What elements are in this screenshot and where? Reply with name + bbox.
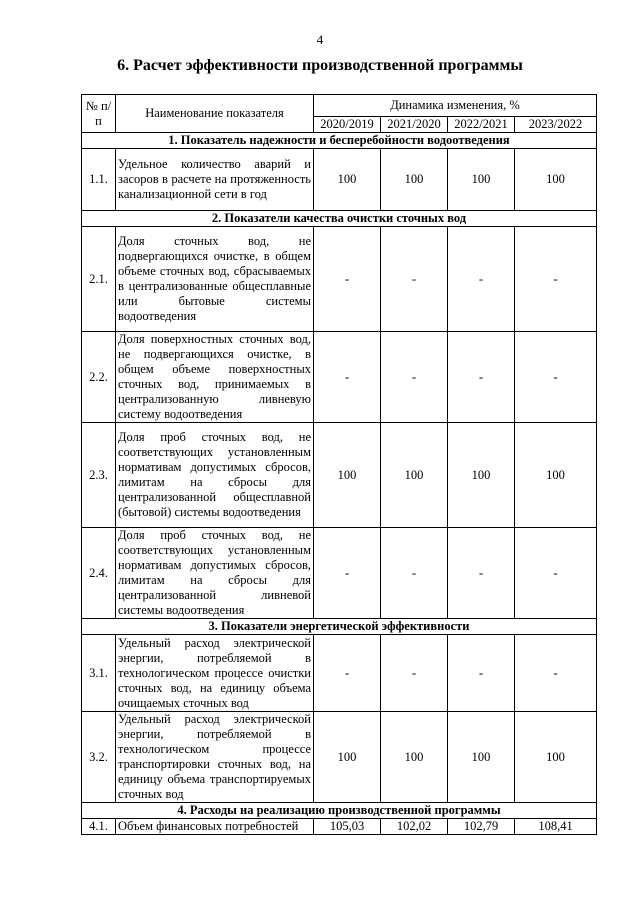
row-num: 2.2.	[82, 332, 116, 423]
header-name: Наименование показателя	[116, 95, 314, 133]
row-value: 102,02	[381, 819, 448, 835]
row-value: 100	[314, 149, 381, 211]
row-num: 2.3.	[82, 423, 116, 528]
row-num: 2.4.	[82, 528, 116, 619]
row-value: -	[515, 635, 597, 712]
table-row	[82, 635, 597, 712]
row-value: -	[515, 528, 597, 619]
table-row	[82, 528, 597, 619]
page-number: 4	[316, 32, 324, 47]
row-name: Удельный расход электрической энергии, потребляемой в технологическом процессе транспортировки сточных вод, на единицу объема транспортируемых сточных вод	[116, 712, 314, 803]
row-value: 100	[448, 712, 515, 803]
section-title: 1. Показатель надежности и бесперебойности водоотведения	[82, 133, 597, 149]
row-num: 1.1.	[82, 149, 116, 211]
row-value: 108,41	[515, 819, 597, 835]
section-title: 2. Показатели качества очистки сточных вод	[82, 211, 597, 227]
row-value: 100	[515, 423, 597, 528]
row-num: 3.1.	[82, 635, 116, 712]
row-value: 100	[381, 149, 448, 211]
page-title: 6. Расчет эффективности производственной программы	[117, 57, 523, 74]
header-num: № п/п	[82, 95, 116, 133]
row-value: -	[381, 635, 448, 712]
row-value: 100	[515, 149, 597, 211]
row-name: Доля поверхностных сточных вод, не подвергающихся очистке, в общем объеме поверхностных сточных вод, принимаемых в централизованную ливневую систему водоотведения	[116, 332, 314, 423]
header-dynamics: Динамика изменения, %	[314, 95, 597, 117]
row-value: 100	[515, 712, 597, 803]
header-year: 2023/2022	[515, 117, 597, 133]
row-value: 105,03	[314, 819, 381, 835]
row-num: 2.1.	[82, 227, 116, 332]
row-value: 100	[381, 423, 448, 528]
row-name: Доля проб сточных вод, не соответствующих установленным нормативам допустимых сбросов, лимитам на сбросы для централизованной общесплавной (бытовой) системы водоотведения	[116, 423, 314, 528]
row-value: -	[448, 227, 515, 332]
row-value: -	[381, 227, 448, 332]
row-value: -	[448, 528, 515, 619]
row-value: -	[314, 332, 381, 423]
row-value: -	[381, 528, 448, 619]
table-row	[82, 712, 597, 803]
row-num: 3.2.	[82, 712, 116, 803]
header-year: 2022/2021	[448, 117, 515, 133]
row-value: -	[448, 332, 515, 423]
row-value: 100	[448, 149, 515, 211]
table-row	[82, 819, 597, 835]
row-name: Доля проб сточных вод, не соответствующих установленным нормативам допустимых сбросов, лимитам на сбросы для централизованной ливневой системы водоотведения	[116, 528, 314, 619]
row-value: -	[314, 635, 381, 712]
row-value: -	[515, 227, 597, 332]
row-value: 100	[314, 423, 381, 528]
row-value: 102,79	[448, 819, 515, 835]
indicators-table	[81, 94, 597, 835]
row-value: -	[314, 227, 381, 332]
row-name: Удельное количество аварий и засоров в расчете на протяженность канализационной сети в год	[116, 149, 314, 211]
row-name: Доля сточных вод, не подвергающихся очистке, в общем объеме сточных вод, сбрасываемых в централизованные общесплавные или бытовые системы водоотведения	[116, 227, 314, 332]
row-value: -	[381, 332, 448, 423]
table-row	[82, 227, 597, 332]
header-year: 2020/2019	[314, 117, 381, 133]
row-name: Объем финансовых потребностей	[116, 819, 314, 835]
header-year: 2021/2020	[381, 117, 448, 133]
row-value: -	[448, 635, 515, 712]
row-num: 4.1.	[82, 819, 116, 835]
section-title: 3. Показатели энергетической эффективности	[82, 619, 597, 635]
table-row	[82, 332, 597, 423]
table-row	[82, 149, 597, 211]
row-value: 100	[314, 712, 381, 803]
section-title: 4. Расходы на реализацию производственной программы	[82, 803, 597, 819]
row-name: Удельный расход электрической энергии, потребляемой в технологическом процессе очистки сточных вод, на единицу объема очищаемых сточных вод	[116, 635, 314, 712]
table-row	[82, 423, 597, 528]
row-value: 100	[448, 423, 515, 528]
row-value: -	[515, 332, 597, 423]
row-value: 100	[381, 712, 448, 803]
row-value: -	[314, 528, 381, 619]
